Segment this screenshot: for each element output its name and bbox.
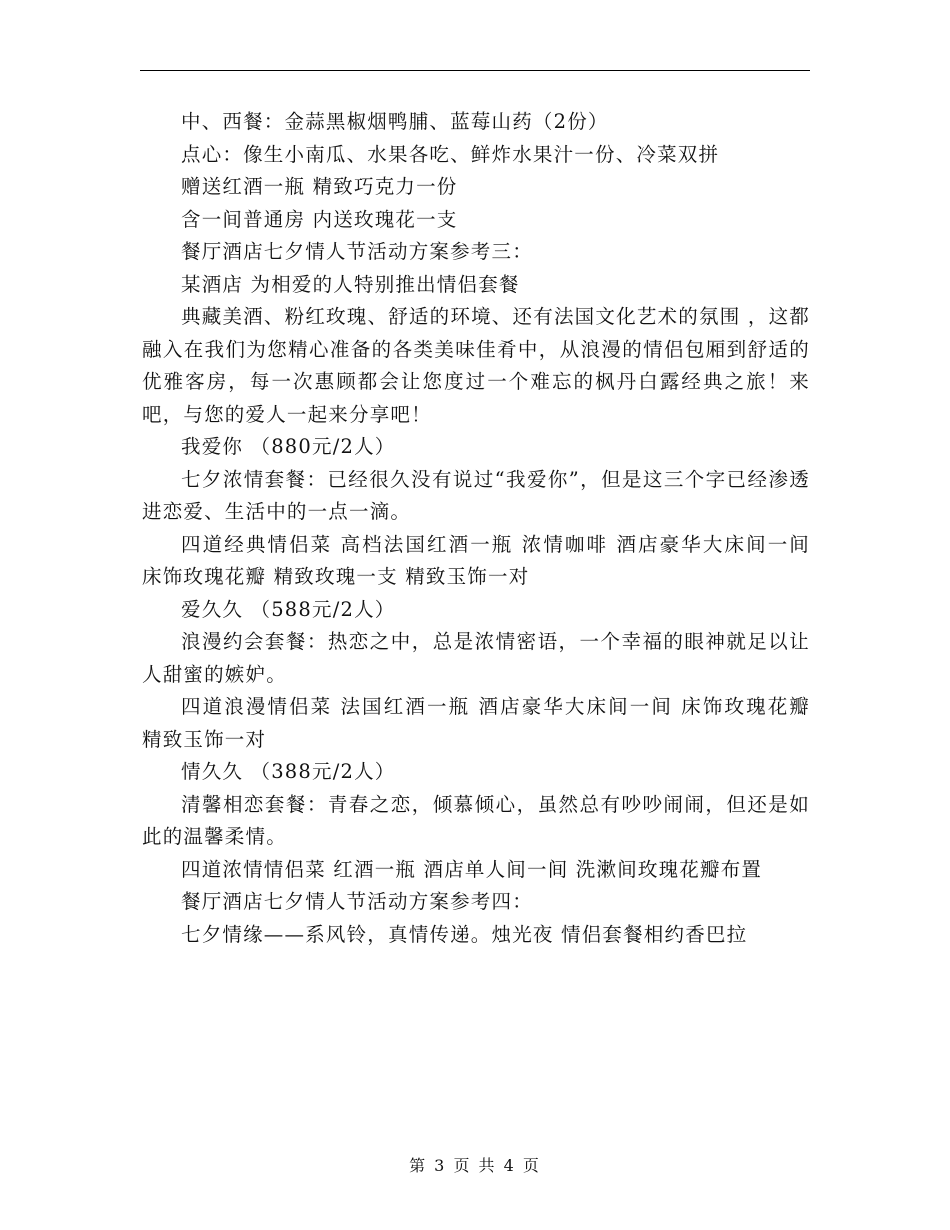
package-items-388: 四道浓情情侣菜 红酒一瓶 酒店单人间一间 洗漱间玫瑰花瓣布置 — [181, 857, 763, 881]
package-items-880: 四道经典情侣菜 高档法国红酒一瓶 浓情咖啡 酒店豪华大床间一间 床饰玫瑰花瓣 精致玫瑰一支 精致玉饰一对 — [142, 532, 810, 588]
header-rule — [140, 70, 810, 71]
package-title-588: 爱久久 （588元/2人） — [181, 597, 396, 621]
paragraph-hotel-description: 典藏美酒、粉红玫瑰、舒适的环境、还有法国文化艺术的氛围 ，这都融入在我们为您精心准备的各类美味佳肴中，从浪漫的情侣包厢到舒适的优雅客房，每一次惠顾都会让您度过一个难忘的枫丹白露经典之旅！来吧，与您的爱人一起来分享吧！ — [142, 305, 810, 426]
package-description-880: 七夕浓情套餐：已经很久没有说过“我爱你”，但是这三个字已经渗透进恋爱、生活中的一点一滴。 — [142, 467, 810, 523]
paragraph-menu-main: 中、西餐：金蒜黑椒烟鸭脯、蓝莓山药（2份） — [181, 110, 609, 133]
package-description-588: 浪漫约会套餐：热恋之中，总是浓情密语，一个幸福的眼神就足以让人甜蜜的嫉妒。 — [142, 630, 810, 686]
package-title-880: 我爱你 （880元/2人） — [181, 435, 396, 458]
paragraph-menu-dessert: 点心：像生小南瓜、水果各吃、鲜炸水果汁一份、冷菜双拼 — [181, 142, 720, 166]
section-heading-plan-three: 餐厅酒店七夕情人节活动方案参考三： — [181, 240, 533, 263]
section-heading-plan-four: 餐厅酒店七夕情人节活动方案参考四： — [181, 890, 533, 913]
page-number: 第 3 页 共 4 页 — [409, 1156, 541, 1175]
paragraph-qixi-theme: 七夕情缘——系风铃，真情传递。烛光夜 情侣套餐相约香巴拉 — [181, 922, 748, 946]
paragraph-room: 含一间普通房 内送玫瑰花一支 — [181, 207, 458, 231]
package-title-388: 情久久 （388元/2人） — [181, 760, 396, 783]
package-items-588: 四道浪漫情侣菜 法国红酒一瓶 酒店豪华大床间一间 床饰玫瑰花瓣 精致玉饰一对 — [142, 695, 810, 751]
paragraph-hotel-intro: 某酒店 为相爱的人特别推出情侣套餐 — [181, 272, 520, 296]
document-body — [142, 106, 810, 951]
paragraph-gift: 赠送红酒一瓶 精致巧克力一份 — [181, 175, 458, 198]
package-description-388: 清馨相恋套餐：青春之恋，倾慕倾心，虽然总有吵吵闹闹，但还是如此的温馨柔情。 — [142, 792, 810, 848]
